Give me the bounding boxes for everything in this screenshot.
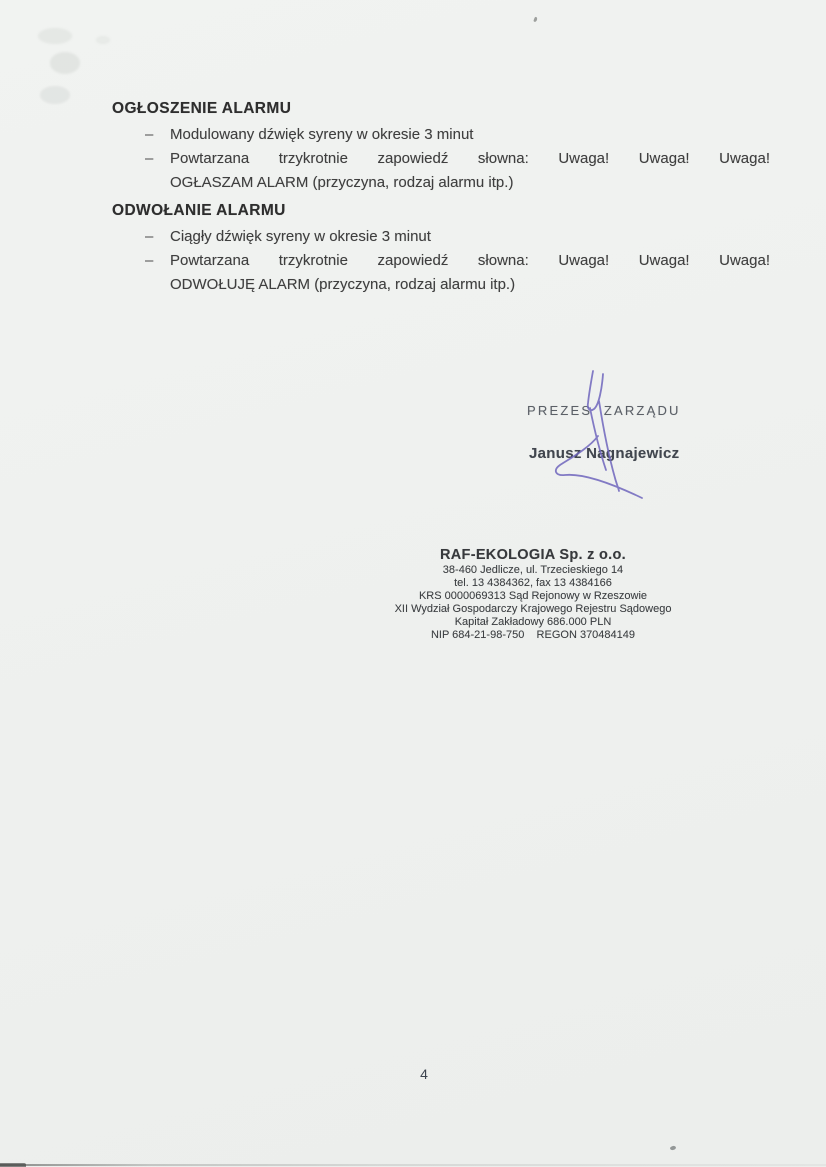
scan-edge-corner [0, 1163, 26, 1167]
ink-speck [533, 17, 538, 23]
stamp-phone-line: tel. 13 4384362, fax 13 4384166 [454, 577, 612, 589]
bleed-through-mark [38, 28, 72, 44]
company-name: RAF-EKOLOGIA Sp. z o.o. [440, 547, 626, 563]
bleed-through-mark [50, 52, 80, 74]
bullet-item [112, 147, 770, 195]
ink-speck [670, 1145, 677, 1150]
handwritten-signature [545, 360, 655, 505]
dash-marker: – [145, 126, 154, 143]
bullet-text: Powtarzana trzykrotnie zapowiedź słowna: Uwaga! Uwaga! Uwaga! [170, 150, 770, 167]
bullet-text: Modulowany dźwięk syreny w okresie 3 minut [170, 126, 474, 143]
bullet-text-continued: ODWOŁUJĘ ALARM (przyczyna, rodzaj alarmu itp.) [170, 276, 516, 293]
signatory-name: Janusz Nagnajewicz [529, 445, 680, 462]
dash-marker: – [145, 150, 154, 167]
section-heading: OGŁOSZENIE ALARMU [112, 100, 292, 117]
bullet-item [112, 249, 770, 297]
stamp-krs-line: KRS 0000069313 Sąd Rejonowy w Rzeszowie [418, 590, 648, 602]
stamp-capital-line: Kapitał Zakładowy 686.000 PLN [454, 616, 612, 628]
president-title: PREZES ZARZĄDU [527, 403, 681, 418]
alarm-cancellation-section [112, 199, 770, 297]
bullet-list [112, 123, 770, 195]
stamp-nip-regon-line: NIP 684-21-98-750 REGON 370484149 [430, 629, 636, 641]
stamp-court-line: XII Wydział Gospodarczy Krajowego Rejestru Sądowego [394, 603, 672, 615]
scan-edge-line [0, 1164, 826, 1166]
alarm-announcement-section [112, 97, 770, 195]
bullet-list [112, 225, 770, 297]
bullet-text: Ciągły dźwięk syreny w okresie 3 minut [170, 228, 431, 245]
bullet-text-continued: OGŁASZAM ALARM (przyczyna, rodzaj alarmu itp.) [170, 174, 514, 191]
section-heading: ODWOŁANIE ALARMU [112, 202, 286, 219]
bleed-through-mark [96, 36, 110, 44]
bullet-text: Powtarzana trzykrotnie zapowiedź słowna: Uwaga! Uwaga! Uwaga! [170, 252, 770, 269]
bullet-item [112, 225, 770, 249]
dash-marker: – [145, 228, 154, 245]
dash-marker: – [145, 252, 154, 269]
bleed-through-mark [40, 86, 70, 104]
company-stamp [385, 546, 681, 642]
stamp-address-line: 38-460 Jedlicze, ul. Trzecieskiego 14 [442, 564, 624, 576]
page-number: 4 [420, 1066, 428, 1082]
bullet-item [112, 123, 770, 147]
